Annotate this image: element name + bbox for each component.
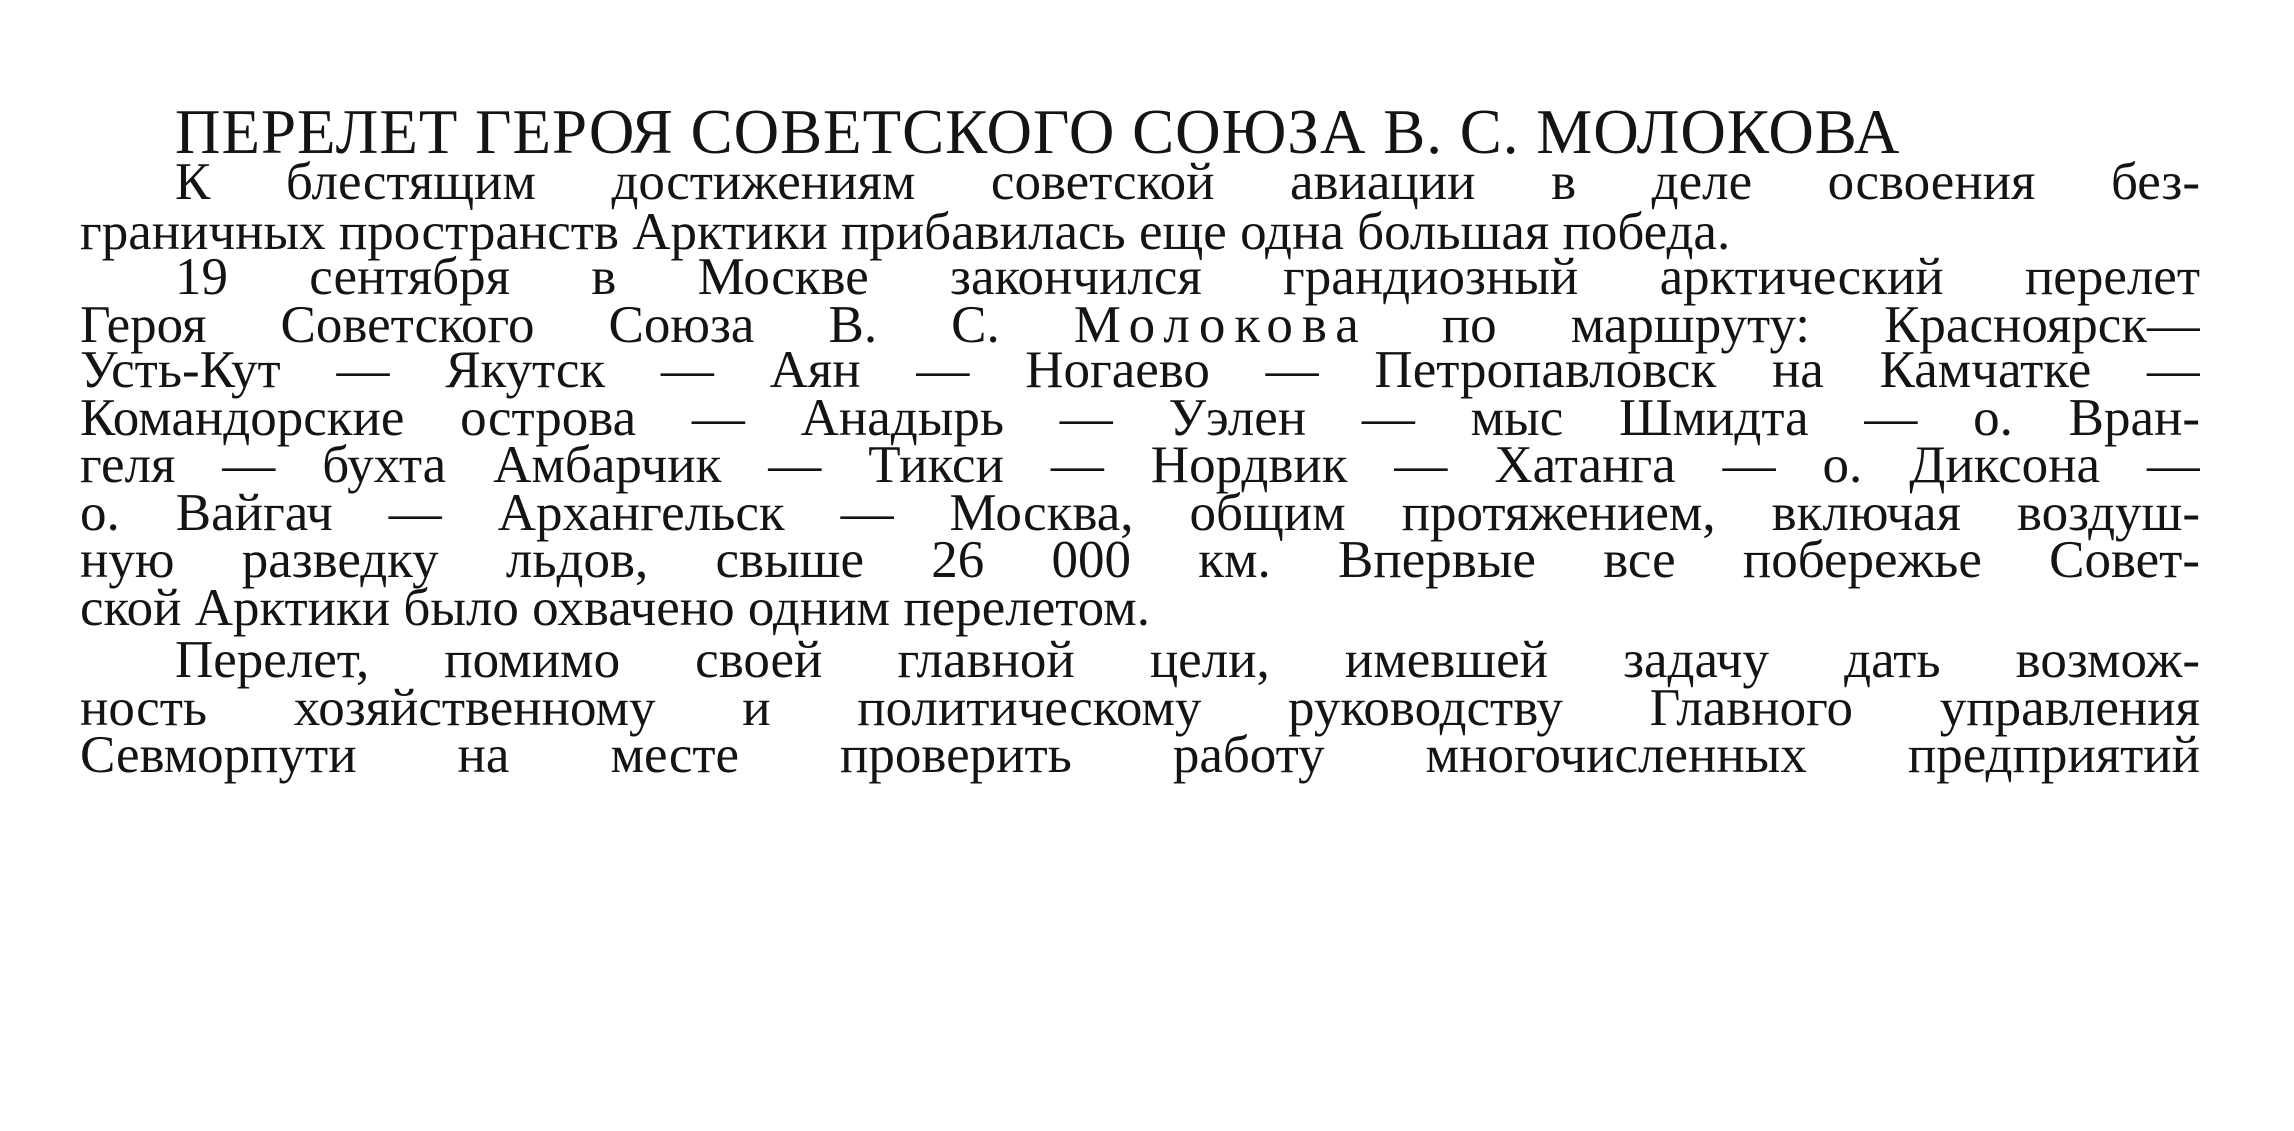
text-line: Севморпути на месте проверить работу многочисленных предприятий bbox=[80, 726, 2200, 784]
text-line: ность хозяйственному и политическому руководству Главного управления bbox=[80, 679, 2200, 737]
page-title: ПЕРЕЛЕТ ГЕРОЯ СОВЕТСКОГО СОЮЗА В. С. МОЛОКОВА bbox=[175, 97, 1901, 167]
text-line: Усть-Кут — Якутск — Аян — Ногаево — Петропавловск на Камчатке — bbox=[80, 341, 2200, 399]
text-line: Перелет, помимо своей главной цели, имевшей задачу дать возмож- bbox=[175, 631, 2200, 689]
text-segment: по маршруту: Красноярск— bbox=[1367, 296, 2200, 354]
text-line: о. Вайгач — Архангельск — Москва, общим протяжением, включая воздуш- bbox=[80, 484, 2200, 542]
text-line: ную разведку льдов, свыше 26 000 км. Впервые все побережье Совет- bbox=[80, 531, 2200, 589]
text-line: геля — бухта Амбарчик — Тикси — Нордвик — Хатанга — о. Диксона — bbox=[80, 436, 2200, 494]
text-line: граничных пространств Арктики прибавилась еще одна большая победа. bbox=[80, 203, 1731, 261]
text-line: 19 сентября в Москве закончился грандиозный арктический перелет bbox=[175, 248, 2200, 306]
text-line: ской Арктики было охвачено одним перелетом. bbox=[80, 579, 1150, 637]
text-segment: Героя Советского Союза В. С. bbox=[80, 296, 1074, 354]
text-line: К блестящим достижениям советской авиации в деле освоения без- bbox=[175, 153, 2200, 211]
emphasized-name: Молокова bbox=[1073, 296, 1368, 354]
text-line: Командорские острова — Анадырь — Уэлен — мыс Шмидта — о. Вран- bbox=[80, 389, 2200, 447]
